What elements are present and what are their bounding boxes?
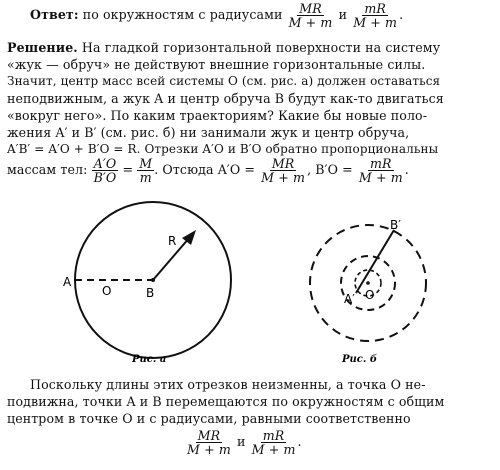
label-B-prime: B′: [390, 218, 401, 232]
conclusion-line-3: центром в точке O и с радиусами, равными соответственно: [7, 411, 411, 426]
solution-line-3: Значит, центр масс всей системы O (см. рис. а) должен оставаться: [7, 74, 441, 88]
conclusion-fraction-2: $\frac{mR}{M + m}$: [251, 428, 296, 458]
label-A-prime: A′: [344, 292, 355, 306]
solution-line-5: «вокруг него». По каким траекториям? Какие бы новые поло-: [7, 108, 428, 123]
answer-fraction-2: $\frac{mR}{M + m}$: [353, 1, 398, 31]
answer-text: по окружностям с радиусами: [82, 7, 283, 23]
conclusion-fractions: $\frac{MR}{M + m}$ и $\frac{mR}{M + m}$ .: [187, 428, 302, 458]
label-B: B: [146, 286, 155, 300]
answer-fraction-1: $\frac{MR}{M + m}$: [288, 1, 333, 31]
answer-line: Ответ: по окружностям с радиусами $\frac{MR}{M + m}$ и $\frac{mR}{M + m}$ .: [30, 1, 404, 31]
solution-label: Решение.: [7, 40, 78, 55]
answer-label: Ответ:: [30, 7, 79, 23]
conclusion-line-2: подвижна, точки A и B перемещаются по окружностям с общим: [7, 394, 445, 409]
label-A: A: [63, 275, 72, 289]
caption-a: Рис. а: [132, 354, 167, 365]
point-O: [366, 281, 370, 285]
solution-line-6: жения A′ и B′ (см. рис. б) ни занимали жук и центр обруча,: [7, 125, 410, 140]
label-O: O: [102, 284, 112, 298]
conclusion-fraction-1: $\frac{MR}{M + m}$: [187, 428, 231, 458]
label-R: R: [168, 234, 177, 248]
conclusion-line-1: Поскольку длины этих отрезков неизменны, а точка O не-: [30, 377, 426, 392]
segment-A-B: [356, 230, 394, 293]
label-O-b: O: [365, 288, 375, 302]
mass-fraction: $\frac{M}{m}$: [139, 156, 153, 186]
solution-line-8: массам тел: $\frac{A'O}{B'O}$ = $\frac{M}{m}$ . Отсюда A′O = $\frac{MR}{M + m}$ , B′O = $\frac{mR}{M + m}$ .: [7, 156, 409, 186]
ratio-fraction: $\frac{A'O}{B'O}$: [93, 156, 117, 186]
solution-line-7: A′B′ = A′O + B′O = R. Отрезки A′O и B′O обратно пропорциональны: [7, 142, 439, 156]
solution-line-4: неподвижным, а жук A и центр обруча B будут как-то двигаться: [7, 91, 444, 106]
radius-fraction-1: $\frac{MR}{M + m}$: [261, 156, 306, 186]
solution-line-2: «жук — обруч» не действуют внешние горизонтальные силы.: [7, 57, 426, 72]
caption-b: Рис. б: [342, 354, 378, 365]
figure-a: [50, 200, 250, 370]
point-B: [151, 278, 155, 282]
radius-fraction-2: $\frac{mR}{M + m}$: [358, 156, 403, 186]
figure-b: [300, 215, 450, 370]
solution-line-1: Решение. На гладкой горизонтальной поверхности на систему: [7, 40, 441, 55]
